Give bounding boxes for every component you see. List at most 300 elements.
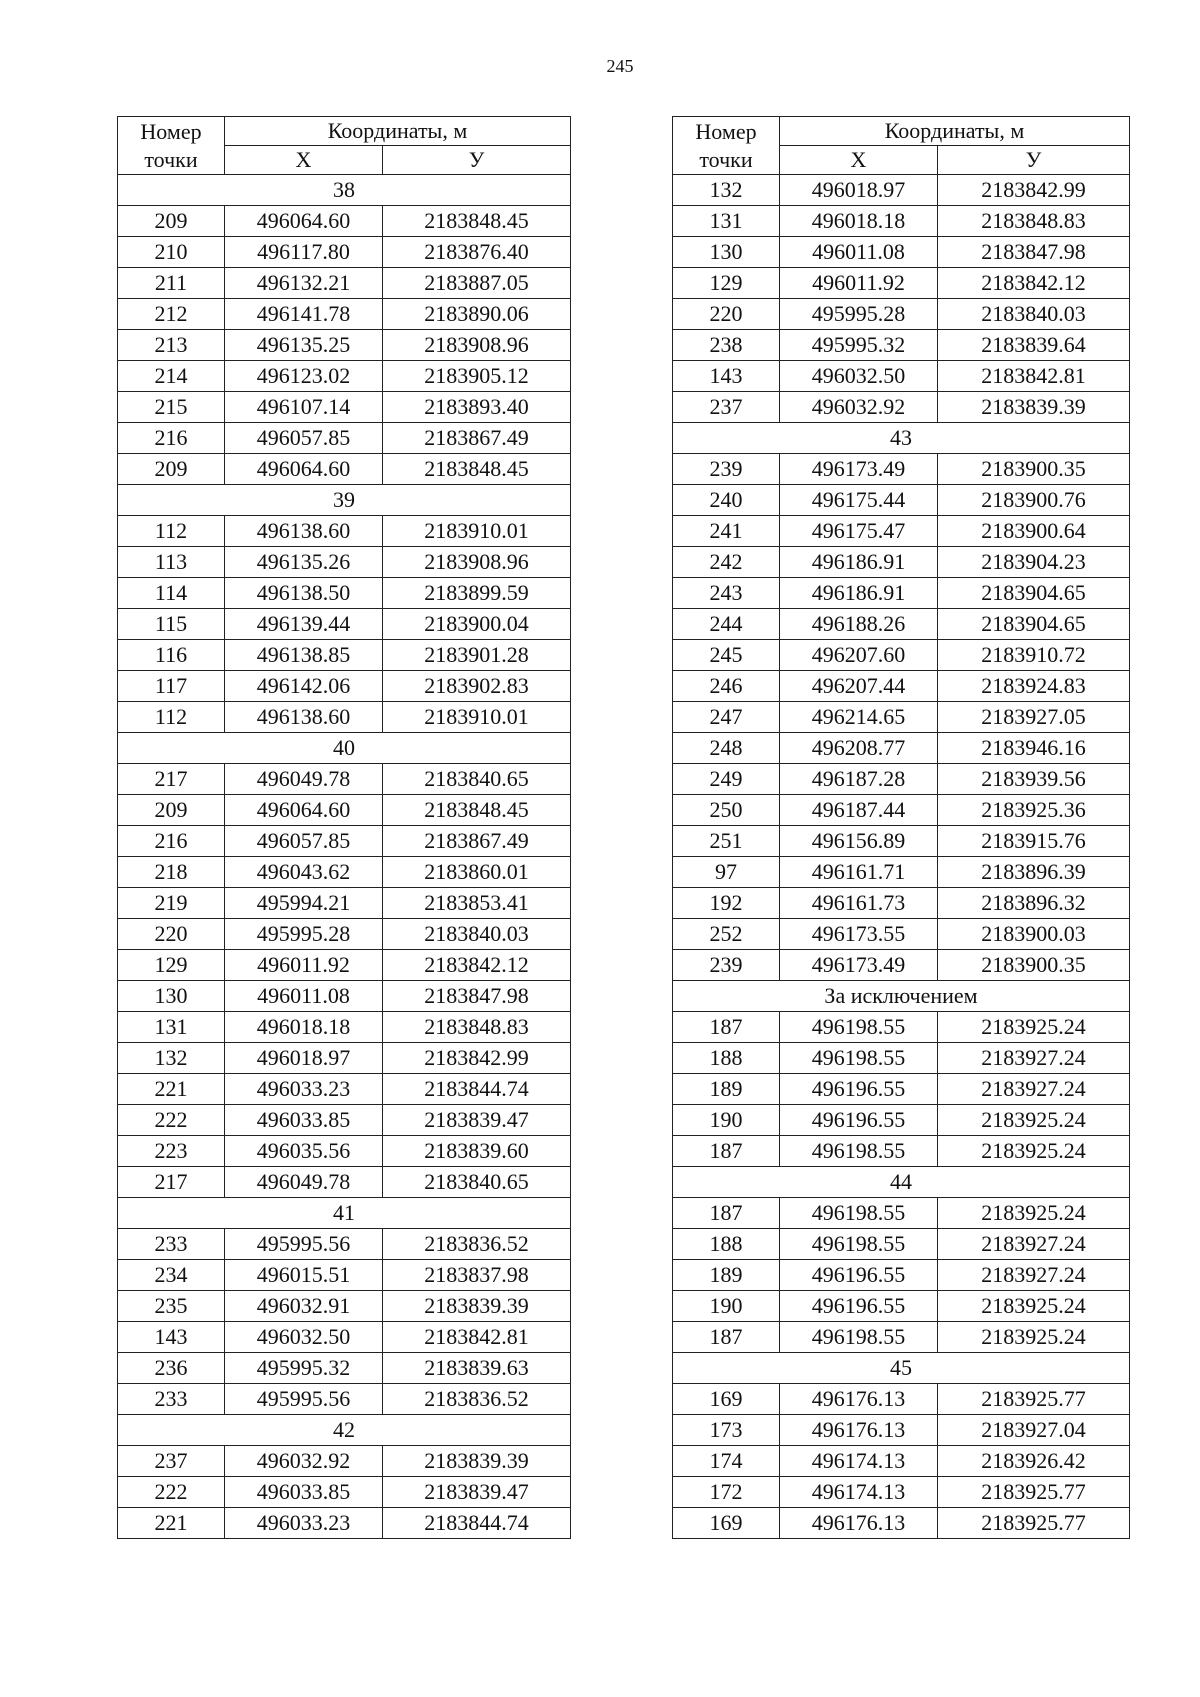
y-coordinate-cell: 2183842.12 (938, 268, 1130, 299)
coordinates-table-left (117, 116, 571, 1539)
x-coordinate-cell: 496011.08 (225, 981, 383, 1012)
y-coordinate-cell: 2183900.35 (938, 950, 1130, 981)
point-number-cell: 237 (118, 1446, 225, 1477)
y-coordinate-cell: 2183836.52 (383, 1384, 571, 1415)
table-row (673, 826, 1130, 857)
x-coordinate-cell: 496138.85 (225, 640, 383, 671)
table-row (673, 578, 1130, 609)
table-row (673, 1322, 1130, 1353)
x-header: Х (780, 146, 938, 175)
x-coordinate-cell: 496207.44 (780, 671, 938, 702)
y-coordinate-cell: 2183839.47 (383, 1477, 571, 1508)
point-number-cell: 192 (673, 888, 780, 919)
x-coordinate-cell: 496175.47 (780, 516, 938, 547)
table-row (118, 764, 571, 795)
table-row (118, 1136, 571, 1167)
table-row (118, 857, 571, 888)
table-row (673, 547, 1130, 578)
table-row (118, 981, 571, 1012)
x-coordinate-cell: 496033.85 (225, 1477, 383, 1508)
point-number-cell: 190 (673, 1291, 780, 1322)
point-number-cell: 215 (118, 392, 225, 423)
point-number-cell: 209 (118, 795, 225, 826)
y-coordinate-cell: 2183860.01 (383, 857, 571, 888)
x-coordinate-cell: 496064.60 (225, 454, 383, 485)
y-coordinate-cell: 2183839.60 (383, 1136, 571, 1167)
point-number-cell: 187 (673, 1198, 780, 1229)
point-number-header (118, 117, 225, 175)
table-row (673, 1384, 1130, 1415)
x-coordinate-cell: 496018.97 (780, 175, 938, 206)
point-number-cell: 246 (673, 671, 780, 702)
table-row (118, 206, 571, 237)
y-coordinate-cell: 2183904.65 (938, 578, 1130, 609)
y-coordinate-cell: 2183839.63 (383, 1353, 571, 1384)
point-number-cell: 114 (118, 578, 225, 609)
section-label: 44 (673, 1167, 1130, 1198)
y-coordinate-cell: 2183840.65 (383, 764, 571, 795)
y-coordinate-cell: 2183848.45 (383, 206, 571, 237)
x-coordinate-cell: 496139.44 (225, 609, 383, 640)
section-row (118, 733, 571, 764)
x-coordinate-cell: 496176.13 (780, 1415, 938, 1446)
y-coordinate-cell: 2183925.77 (938, 1384, 1130, 1415)
point-number-cell: 242 (673, 547, 780, 578)
point-number-cell: 169 (673, 1508, 780, 1539)
x-coordinate-cell: 496173.49 (780, 950, 938, 981)
y-coordinate-cell: 2183925.24 (938, 1322, 1130, 1353)
y-coordinate-cell: 2183847.98 (383, 981, 571, 1012)
y-coordinate-cell: 2183910.01 (383, 702, 571, 733)
x-coordinate-cell: 496135.26 (225, 547, 383, 578)
table-row (673, 1415, 1130, 1446)
x-coordinate-cell: 495995.28 (225, 919, 383, 950)
table-row (118, 1353, 571, 1384)
y-coordinate-cell: 2183927.05 (938, 702, 1130, 733)
point-number-cell: 216 (118, 826, 225, 857)
x-coordinate-cell: 496176.13 (780, 1508, 938, 1539)
point-number-cell: 241 (673, 516, 780, 547)
point-number-cell: 222 (118, 1105, 225, 1136)
y-coordinate-cell: 2183900.04 (383, 609, 571, 640)
table-row (673, 1136, 1130, 1167)
table-row (118, 454, 571, 485)
x-coordinate-cell: 496208.77 (780, 733, 938, 764)
section-label: 43 (673, 423, 1130, 454)
coordinates-header: Координаты, м (225, 117, 571, 146)
x-coordinate-cell: 496032.92 (225, 1446, 383, 1477)
point-number-cell: 218 (118, 857, 225, 888)
section-row (673, 1353, 1130, 1384)
table-row (118, 1167, 571, 1198)
y-coordinate-cell: 2183926.42 (938, 1446, 1130, 1477)
table-row (673, 795, 1130, 826)
x-coordinate-cell: 496173.55 (780, 919, 938, 950)
point-number-cell: 187 (673, 1136, 780, 1167)
y-coordinate-cell: 2183924.83 (938, 671, 1130, 702)
table-row (118, 1012, 571, 1043)
x-coordinate-cell: 496064.60 (225, 795, 383, 826)
y-coordinate-cell: 2183887.05 (383, 268, 571, 299)
point-number-cell: 216 (118, 423, 225, 454)
y-coordinate-cell: 2183848.83 (938, 206, 1130, 237)
y-coordinate-cell: 2183939.56 (938, 764, 1130, 795)
table-row (673, 1043, 1130, 1074)
table-row (673, 485, 1130, 516)
y-coordinate-cell: 2183927.04 (938, 1415, 1130, 1446)
coordinates-header: Координаты, м (780, 117, 1130, 146)
point-number-cell: 223 (118, 1136, 225, 1167)
x-coordinate-cell: 496173.49 (780, 454, 938, 485)
point-number-cell: 222 (118, 1477, 225, 1508)
y-coordinate-cell: 2183925.24 (938, 1291, 1130, 1322)
x-coordinate-cell: 496196.55 (780, 1291, 938, 1322)
y-coordinate-cell: 2183927.24 (938, 1229, 1130, 1260)
y-coordinate-cell: 2183844.74 (383, 1508, 571, 1539)
point-number-cell: 189 (673, 1260, 780, 1291)
y-coordinate-cell: 2183910.01 (383, 516, 571, 547)
y-coordinate-cell: 2183839.39 (938, 392, 1130, 423)
x-coordinate-cell: 496032.50 (225, 1322, 383, 1353)
x-coordinate-cell: 496198.55 (780, 1043, 938, 1074)
table-row (673, 454, 1130, 485)
table-row (673, 1446, 1130, 1477)
page-number: 245 (606, 56, 634, 76)
point-number-cell: 113 (118, 547, 225, 578)
x-coordinate-cell: 496175.44 (780, 485, 938, 516)
y-coordinate-cell: 2183839.39 (383, 1291, 571, 1322)
table-row (118, 640, 571, 671)
y-coordinate-cell: 2183842.99 (383, 1043, 571, 1074)
section-label: 45 (673, 1353, 1130, 1384)
y-coordinate-cell: 2183904.65 (938, 609, 1130, 640)
x-coordinate-cell: 496011.92 (225, 950, 383, 981)
table-row (118, 1446, 571, 1477)
x-coordinate-cell: 496138.60 (225, 516, 383, 547)
x-coordinate-cell: 496198.55 (780, 1322, 938, 1353)
table-row (118, 578, 571, 609)
y-coordinate-cell: 2183839.39 (383, 1446, 571, 1477)
table-row (673, 175, 1130, 206)
table-row (118, 795, 571, 826)
table-row (118, 919, 571, 950)
y-coordinate-cell: 2183900.03 (938, 919, 1130, 950)
section-row (673, 981, 1130, 1012)
x-coordinate-cell: 496138.60 (225, 702, 383, 733)
table-row (118, 361, 571, 392)
y-coordinate-cell: 2183844.74 (383, 1074, 571, 1105)
table-row (673, 702, 1130, 733)
table-row (673, 1291, 1130, 1322)
table-row (673, 516, 1130, 547)
point-number-cell: 233 (118, 1229, 225, 1260)
table-row (118, 423, 571, 454)
table-row (118, 547, 571, 578)
table-row (673, 1260, 1130, 1291)
y-coordinate-cell: 2183853.41 (383, 888, 571, 919)
point-number-cell: 130 (118, 981, 225, 1012)
y-coordinate-cell: 2183925.77 (938, 1477, 1130, 1508)
y-coordinate-cell: 2183842.81 (938, 361, 1130, 392)
x-coordinate-cell: 496207.60 (780, 640, 938, 671)
point-number-cell: 213 (118, 330, 225, 361)
table-row (118, 392, 571, 423)
x-coordinate-cell: 495995.32 (780, 330, 938, 361)
point-number-cell: 131 (673, 206, 780, 237)
x-coordinate-cell: 496015.51 (225, 1260, 383, 1291)
table-row (118, 1074, 571, 1105)
point-number-cell: 252 (673, 919, 780, 950)
point-number-cell: 129 (118, 950, 225, 981)
point-number-cell: 249 (673, 764, 780, 795)
point-number-header-line2: точки (699, 146, 753, 172)
y-coordinate-cell: 2183925.24 (938, 1136, 1130, 1167)
x-coordinate-cell: 496018.18 (780, 206, 938, 237)
table-row (118, 1384, 571, 1415)
point-number-cell: 143 (673, 361, 780, 392)
y-coordinate-cell: 2183840.03 (383, 919, 571, 950)
point-number-cell: 240 (673, 485, 780, 516)
y-coordinate-cell: 2183927.24 (938, 1074, 1130, 1105)
y-coordinate-cell: 2183837.98 (383, 1260, 571, 1291)
x-coordinate-cell: 496176.13 (780, 1384, 938, 1415)
point-number-cell: 132 (118, 1043, 225, 1074)
table-row (673, 950, 1130, 981)
y-coordinate-cell: 2183902.83 (383, 671, 571, 702)
section-row (118, 1415, 571, 1446)
table-row (118, 1260, 571, 1291)
section-label: 42 (118, 1415, 571, 1446)
y-coordinate-cell: 2183848.83 (383, 1012, 571, 1043)
point-number-cell: 238 (673, 330, 780, 361)
y-coordinate-cell: 2183905.12 (383, 361, 571, 392)
section-label: 39 (118, 485, 571, 516)
x-coordinate-cell: 496033.23 (225, 1508, 383, 1539)
point-number-cell: 245 (673, 640, 780, 671)
x-coordinate-cell: 496032.92 (780, 392, 938, 423)
y-coordinate-cell: 2183925.24 (938, 1012, 1130, 1043)
point-number-cell: 239 (673, 454, 780, 485)
section-row (118, 175, 571, 206)
y-coordinate-cell: 2183946.16 (938, 733, 1130, 764)
x-coordinate-cell: 496142.06 (225, 671, 383, 702)
x-coordinate-cell: 496141.78 (225, 299, 383, 330)
x-coordinate-cell: 496138.50 (225, 578, 383, 609)
point-number-header-line1: Номер (695, 118, 757, 144)
section-row (118, 485, 571, 516)
x-coordinate-cell: 496033.23 (225, 1074, 383, 1105)
table-row (673, 330, 1130, 361)
y-coordinate-cell: 2183910.72 (938, 640, 1130, 671)
y-coordinate-cell: 2183925.77 (938, 1508, 1130, 1539)
point-number-cell: 131 (118, 1012, 225, 1043)
table-row (118, 268, 571, 299)
point-number-cell: 130 (673, 237, 780, 268)
x-coordinate-cell: 496049.78 (225, 764, 383, 795)
x-coordinate-cell: 496135.25 (225, 330, 383, 361)
x-coordinate-cell: 496032.91 (225, 1291, 383, 1322)
point-number-header (673, 117, 780, 175)
y-coordinate-cell: 2183927.24 (938, 1043, 1130, 1074)
y-coordinate-cell: 2183867.49 (383, 423, 571, 454)
x-coordinate-cell: 496117.80 (225, 237, 383, 268)
point-number-cell: 190 (673, 1105, 780, 1136)
y-coordinate-cell: 2183842.81 (383, 1322, 571, 1353)
y-coordinate-cell: 2183899.59 (383, 578, 571, 609)
y-coordinate-cell: 2183842.12 (383, 950, 571, 981)
table-row (673, 299, 1130, 330)
y-coordinate-cell: 2183876.40 (383, 237, 571, 268)
point-number-cell: 237 (673, 392, 780, 423)
section-label: 38 (118, 175, 571, 206)
table-row (118, 1322, 571, 1353)
x-coordinate-cell: 496196.55 (780, 1105, 938, 1136)
y-coordinate-cell: 2183908.96 (383, 547, 571, 578)
x-coordinate-cell: 496174.13 (780, 1446, 938, 1477)
x-coordinate-cell: 496049.78 (225, 1167, 383, 1198)
y-coordinate-cell: 2183927.24 (938, 1260, 1130, 1291)
x-coordinate-cell: 496057.85 (225, 826, 383, 857)
point-number-cell: 235 (118, 1291, 225, 1322)
point-number-cell: 221 (118, 1074, 225, 1105)
x-coordinate-cell: 495995.56 (225, 1229, 383, 1260)
y-coordinate-cell: 2183839.64 (938, 330, 1130, 361)
y-coordinate-cell: 2183908.96 (383, 330, 571, 361)
y-coordinate-cell: 2183840.65 (383, 1167, 571, 1198)
table-row (673, 392, 1130, 423)
table-row (118, 671, 571, 702)
point-number-cell: 172 (673, 1477, 780, 1508)
x-coordinate-cell: 496035.56 (225, 1136, 383, 1167)
section-label: 41 (118, 1198, 571, 1229)
x-coordinate-cell: 496174.13 (780, 1477, 938, 1508)
point-number-cell: 189 (673, 1074, 780, 1105)
table-row (673, 888, 1130, 919)
table-row (118, 237, 571, 268)
point-number-cell: 112 (118, 516, 225, 547)
y-header: У (383, 146, 571, 175)
x-coordinate-cell: 496198.55 (780, 1198, 938, 1229)
table-row (673, 1508, 1130, 1539)
point-number-cell: 221 (118, 1508, 225, 1539)
point-number-cell: 236 (118, 1353, 225, 1384)
y-coordinate-cell: 2183896.32 (938, 888, 1130, 919)
coordinates-table-right (672, 116, 1130, 1539)
point-number-cell: 97 (673, 857, 780, 888)
table-row (673, 237, 1130, 268)
y-coordinate-cell: 2183840.03 (938, 299, 1130, 330)
y-coordinate-cell: 2183915.76 (938, 826, 1130, 857)
point-number-cell: 173 (673, 1415, 780, 1446)
x-coordinate-cell: 496064.60 (225, 206, 383, 237)
point-number-header-line1: Номер (140, 118, 202, 144)
y-coordinate-cell: 2183847.98 (938, 237, 1130, 268)
point-number-cell: 211 (118, 268, 225, 299)
point-number-cell: 219 (118, 888, 225, 919)
table-row (118, 1105, 571, 1136)
x-coordinate-cell: 496123.02 (225, 361, 383, 392)
table-row (118, 1477, 571, 1508)
point-number-cell: 115 (118, 609, 225, 640)
section-label: 40 (118, 733, 571, 764)
x-coordinate-cell: 495995.28 (780, 299, 938, 330)
y-coordinate-cell: 2183836.52 (383, 1229, 571, 1260)
point-number-cell: 250 (673, 795, 780, 826)
y-coordinate-cell: 2183890.06 (383, 299, 571, 330)
point-number-cell: 217 (118, 1167, 225, 1198)
table-row (673, 1074, 1130, 1105)
x-header: Х (225, 146, 383, 175)
section-row (118, 1198, 571, 1229)
table-row (118, 1508, 571, 1539)
point-number-cell: 248 (673, 733, 780, 764)
x-coordinate-cell: 496011.92 (780, 268, 938, 299)
x-coordinate-cell: 495995.32 (225, 1353, 383, 1384)
y-coordinate-cell: 2183925.36 (938, 795, 1130, 826)
y-coordinate-cell: 2183904.23 (938, 547, 1130, 578)
point-number-cell: 212 (118, 299, 225, 330)
x-coordinate-cell: 496057.85 (225, 423, 383, 454)
point-number-cell: 116 (118, 640, 225, 671)
point-number-cell: 210 (118, 237, 225, 268)
x-coordinate-cell: 496043.62 (225, 857, 383, 888)
point-number-cell: 129 (673, 268, 780, 299)
point-number-cell: 209 (118, 454, 225, 485)
point-number-cell: 220 (118, 919, 225, 950)
y-coordinate-cell: 2183848.45 (383, 454, 571, 485)
table-row (673, 919, 1130, 950)
y-coordinate-cell: 2183893.40 (383, 392, 571, 423)
x-coordinate-cell: 496156.89 (780, 826, 938, 857)
point-number-cell: 117 (118, 671, 225, 702)
point-number-cell: 243 (673, 578, 780, 609)
x-coordinate-cell: 495994.21 (225, 888, 383, 919)
point-number-cell: 174 (673, 1446, 780, 1477)
point-number-cell: 247 (673, 702, 780, 733)
table-row (118, 826, 571, 857)
table-row (673, 1477, 1130, 1508)
table-row (118, 516, 571, 547)
x-coordinate-cell: 496214.65 (780, 702, 938, 733)
point-number-cell: 143 (118, 1322, 225, 1353)
x-coordinate-cell: 496198.55 (780, 1012, 938, 1043)
point-number-cell: 188 (673, 1043, 780, 1074)
point-number-cell: 251 (673, 826, 780, 857)
point-number-cell: 169 (673, 1384, 780, 1415)
table-row (673, 361, 1130, 392)
table-row (118, 1043, 571, 1074)
table-row (118, 1291, 571, 1322)
table-row (118, 299, 571, 330)
point-number-cell: 234 (118, 1260, 225, 1291)
x-coordinate-cell: 496198.55 (780, 1229, 938, 1260)
table-row (673, 1012, 1130, 1043)
table-row (673, 671, 1130, 702)
point-number-cell: 187 (673, 1012, 780, 1043)
x-coordinate-cell: 496011.08 (780, 237, 938, 268)
x-coordinate-cell: 496187.44 (780, 795, 938, 826)
point-number-header-line2: точки (144, 146, 198, 172)
point-number-cell: 217 (118, 764, 225, 795)
table-row (118, 888, 571, 919)
y-coordinate-cell: 2183867.49 (383, 826, 571, 857)
x-coordinate-cell: 496107.14 (225, 392, 383, 423)
table-row (673, 609, 1130, 640)
x-coordinate-cell: 495995.56 (225, 1384, 383, 1415)
x-coordinate-cell: 496032.50 (780, 361, 938, 392)
table-row (673, 640, 1130, 671)
x-coordinate-cell: 496188.26 (780, 609, 938, 640)
